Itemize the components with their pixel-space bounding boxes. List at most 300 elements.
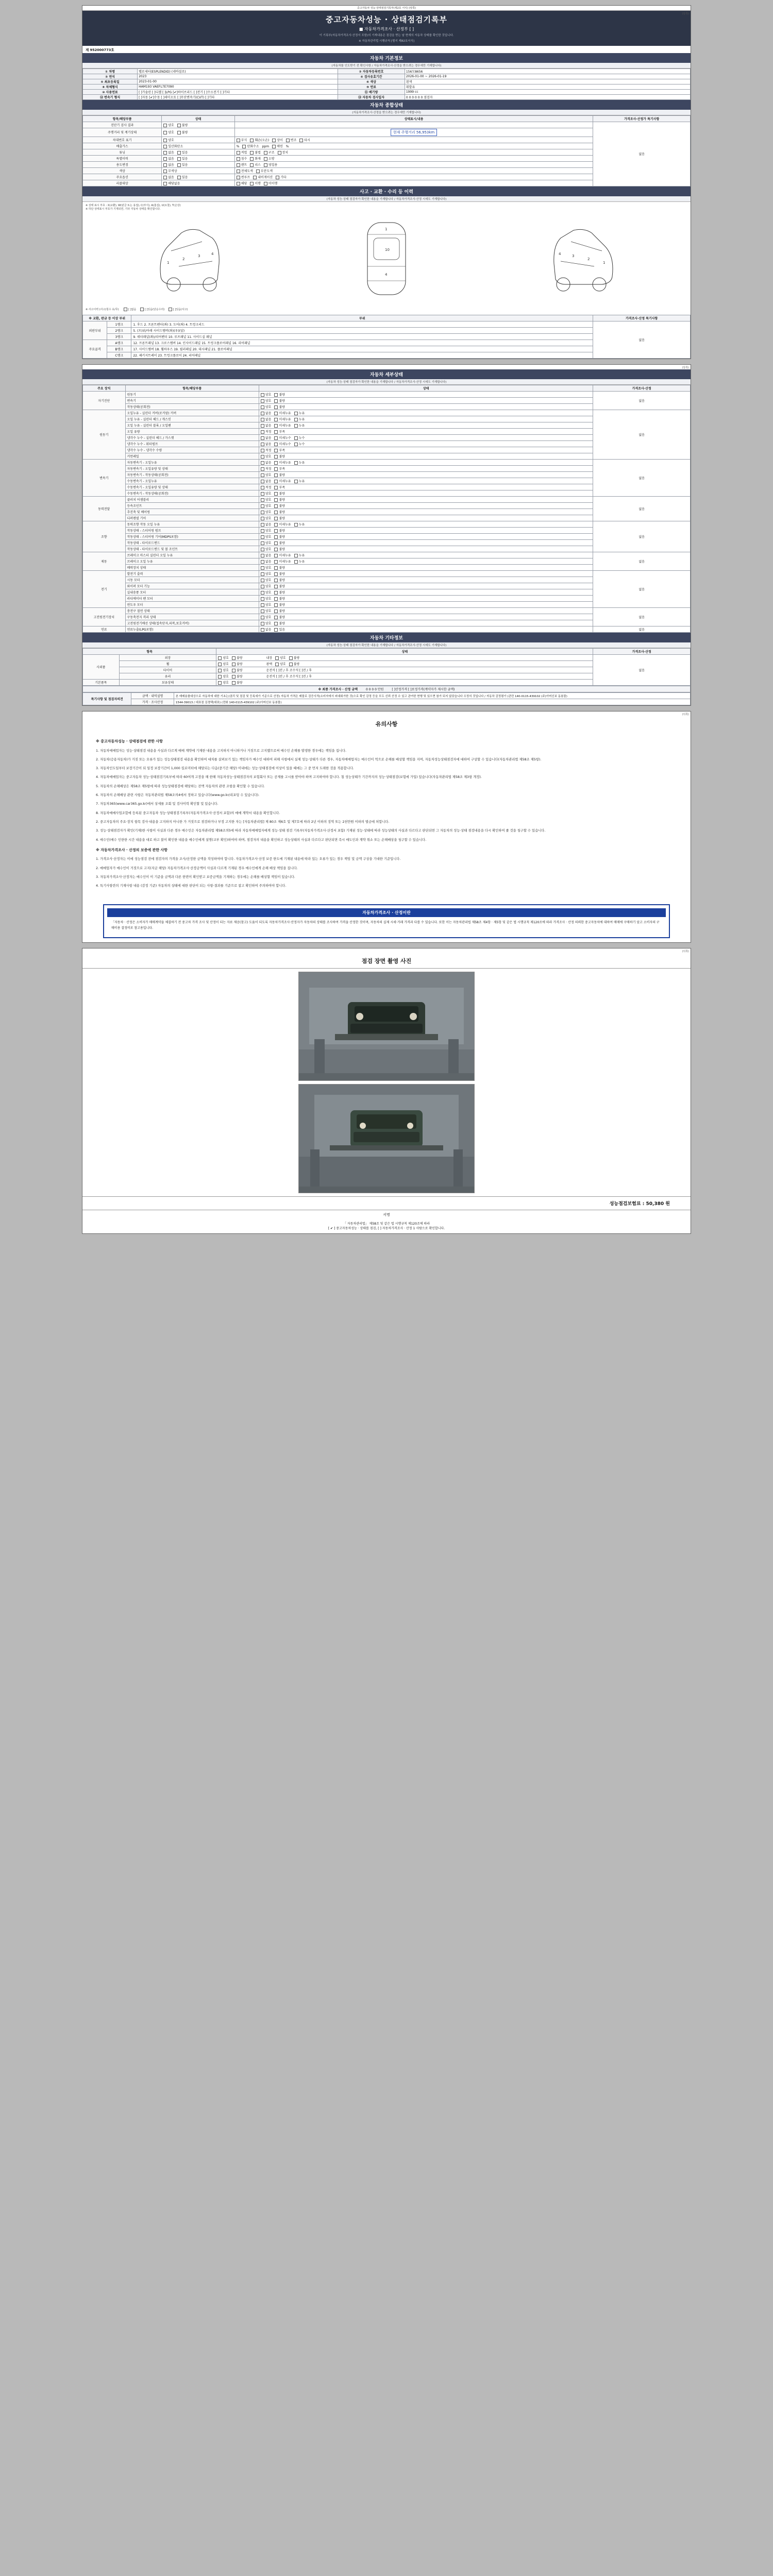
table-row — [83, 693, 691, 699]
checkbox-icon[interactable] — [274, 467, 278, 471]
notice-body — [82, 729, 691, 897]
price-summary-amount: 0 0 0 0 만원 — [365, 688, 384, 691]
car-top-view-icon — [348, 215, 425, 302]
detail-state-label: 누유 — [298, 424, 305, 428]
checkbox-icon[interactable] — [261, 412, 264, 415]
detail-state-option[interactable] — [261, 404, 272, 409]
rank1-label: 1랭크 — [107, 321, 131, 328]
detail-state-option[interactable] — [261, 460, 272, 465]
cell-state: 해당없음 — [162, 180, 234, 186]
checkbox-icon[interactable] — [294, 443, 298, 446]
cell-value: 156모8656 — [405, 69, 690, 74]
cell-item: 주행거리 및 계기상태 — [83, 128, 162, 137]
checkbox-icon[interactable] — [274, 622, 278, 625]
detail-state-option[interactable] — [274, 472, 285, 477]
detail-state-label: 양호 — [265, 455, 272, 459]
table-row — [83, 521, 691, 528]
cell-detail: 해당 이행 미이행 — [234, 180, 593, 186]
checkbox-icon[interactable] — [261, 517, 264, 520]
checkbox-icon[interactable] — [274, 616, 278, 619]
checkbox-icon[interactable] — [261, 393, 264, 397]
checkbox-icon[interactable] — [261, 591, 264, 595]
cell-detail: % 탄화수소 ppm 매연 % — [234, 143, 593, 149]
checkbox-icon[interactable] — [274, 473, 278, 477]
checkbox-icon[interactable] — [294, 424, 298, 428]
detail-part: 변속기 — [125, 398, 259, 404]
checkbox-icon[interactable] — [274, 597, 278, 601]
checkbox-icon[interactable] — [261, 541, 264, 545]
checkbox-icon[interactable] — [261, 597, 264, 601]
detail-state-option[interactable] — [274, 411, 291, 415]
checkbox-icon[interactable] — [261, 529, 264, 533]
detail-state-label: 불량 — [279, 393, 285, 397]
table-row — [83, 410, 691, 416]
checkbox-icon[interactable] — [274, 418, 278, 421]
detail-part: 냉각수 누수 - 워터펌프 — [125, 441, 259, 447]
checkbox-icon[interactable] — [274, 548, 278, 551]
checkbox-icon[interactable] — [261, 585, 264, 588]
detail-state — [259, 453, 593, 460]
checkbox-icon[interactable] — [261, 523, 264, 527]
detail-state-option[interactable] — [274, 435, 291, 440]
detail-state-option[interactable] — [274, 584, 285, 588]
accident-legend-title — [86, 308, 687, 312]
detail-group-label: 자기진단 — [83, 392, 126, 410]
checkbox-icon[interactable] — [274, 461, 278, 465]
document-desc-1: 이 기록부(자동차가격조사·산정서 포함)의 기재내용은 점검을 받는 날 현재의 자동차 상태를 확인한 것입니다. — [319, 34, 454, 37]
checkbox-icon[interactable] — [261, 603, 264, 607]
parts-title: ※ 교환, 판금 등 이상 부위 — [83, 315, 131, 321]
detail-state — [259, 422, 593, 429]
checkbox-icon[interactable] — [261, 405, 264, 409]
checkbox-icon[interactable] — [261, 554, 264, 557]
sheet-photos — [82, 948, 691, 1234]
detail-state-option[interactable] — [274, 417, 291, 421]
detail-state-option[interactable] — [274, 485, 285, 489]
detail-state-label: 누유 — [298, 480, 305, 483]
detail-state-option[interactable] — [261, 435, 272, 440]
table-header-row — [83, 385, 691, 392]
detail-part: 자동변속기 - 오일유량 및 상태 — [125, 466, 259, 472]
col-etc-price: 가격조사·산정 — [593, 649, 691, 655]
detail-state-label: 양호 — [265, 535, 272, 539]
col-price: 가격조사·산정 — [593, 385, 691, 392]
checkbox-icon[interactable] — [274, 412, 278, 415]
checkbox-icon[interactable] — [261, 548, 264, 551]
detail-state-option[interactable] — [274, 460, 291, 465]
checkbox-icon[interactable] — [274, 436, 278, 440]
legend-title-text: ※ 사고이력 (사고/침수 유/무) — [86, 308, 119, 311]
detail-state-option[interactable] — [274, 534, 285, 539]
checkbox-icon[interactable] — [294, 436, 298, 440]
checkbox-icon[interactable] — [274, 523, 278, 527]
parts-col-detail: 부위 — [131, 315, 593, 321]
detail-state-option[interactable] — [274, 627, 285, 632]
checkbox-icon[interactable] — [274, 486, 278, 489]
detail-state-option[interactable] — [274, 479, 291, 483]
frameB-items: 17. 사이드멤버 18. 휠하우스 19. 필러패널 20. 대시패널 21. 플로어패널 — [131, 346, 593, 352]
detail-state-option[interactable] — [274, 423, 291, 428]
mileage-value: 현재 주행거리 56,953km — [391, 129, 437, 136]
detail-state-option[interactable] — [261, 602, 272, 607]
cell-price: 없음 — [593, 122, 691, 186]
detail-state-option[interactable] — [274, 571, 285, 576]
detail-state-label: 적정 — [265, 430, 272, 434]
checkbox-icon[interactable] — [274, 554, 278, 557]
notice-item: 1. 가격조사·산정자는 이에 성능점검 전에 점검자의 가격을 조사/산정한 금액을 작성하여야 합니다. 자동차가격조사·산정 보증 한도에 기재된 내용에 따라 있는 오류가 있는 경우 책임 및 금액 구상을 기대한 기준입니다. — [96, 857, 401, 861]
detail-state-option[interactable] — [261, 516, 272, 520]
detail-state-option[interactable] — [294, 479, 305, 483]
detail-state-option[interactable] — [261, 392, 272, 397]
detail-state-option[interactable] — [261, 559, 272, 564]
checkbox-icon[interactable] — [274, 591, 278, 595]
detail-state-option[interactable] — [274, 392, 285, 397]
checkbox-icon[interactable] — [294, 523, 298, 527]
checkbox-icon[interactable] — [274, 393, 278, 397]
detail-state-option[interactable] — [274, 503, 285, 508]
svg-text:1: 1 — [384, 227, 388, 231]
checkbox-icon[interactable] — [261, 443, 264, 446]
detail-state-option[interactable] — [261, 485, 272, 489]
overall-table — [82, 115, 691, 187]
checkbox-icon[interactable] — [261, 449, 264, 452]
frameB-label: B랭크 — [107, 346, 131, 352]
detail-state-option[interactable] — [294, 411, 305, 415]
detail-state-option[interactable] — [261, 528, 272, 533]
detail-state-option[interactable] — [274, 547, 285, 551]
detail-state-option[interactable] — [274, 621, 285, 625]
detail-state-option[interactable] — [261, 497, 272, 502]
detail-state-option[interactable] — [274, 448, 285, 452]
price-summary-table — [82, 686, 691, 692]
cell-label: ③ 연식 — [83, 74, 138, 79]
detail-state-option[interactable] — [274, 540, 285, 545]
table-row — [83, 626, 691, 633]
etc-state: 양호 불량 내장 양호 불량 — [216, 655, 593, 661]
checkbox-icon[interactable] — [274, 480, 278, 483]
checkbox-icon[interactable] — [294, 560, 298, 564]
detail-state-option[interactable] — [274, 565, 285, 570]
etc-part2: 광택 — [266, 663, 273, 666]
detail-price: 없음 — [593, 392, 691, 410]
detail-state-option[interactable] — [261, 454, 272, 459]
detail-state-option[interactable] — [274, 615, 285, 619]
corner-tag-detail: (앞쪽) — [682, 366, 689, 369]
detail-state-option[interactable] — [274, 466, 285, 471]
detail-state-label: 미세누유 — [279, 554, 291, 557]
detail-state-option[interactable] — [294, 435, 305, 440]
detail-state-option[interactable] — [261, 503, 272, 508]
cell-state: 양호 불량 — [162, 122, 234, 128]
svg-text:10: 10 — [384, 247, 390, 252]
detail-state-option[interactable] — [274, 398, 285, 403]
checkbox-icon[interactable] — [274, 455, 278, 459]
detail-state-option[interactable] — [274, 510, 285, 514]
detail-state-option[interactable] — [261, 584, 272, 588]
detail-state-label: 양호 — [265, 399, 272, 403]
detail-state-label: 양호 — [265, 529, 272, 533]
detail-state-option[interactable] — [261, 565, 272, 570]
checkbox-icon[interactable] — [294, 412, 298, 415]
checkbox-icon[interactable] — [261, 560, 264, 564]
detail-state-label: 양호 — [265, 572, 272, 576]
checkbox-icon[interactable] — [274, 511, 278, 514]
detail-state-label: 없음 — [265, 560, 272, 564]
detail-state-option[interactable] — [261, 621, 272, 625]
detail-state-option[interactable] — [274, 608, 285, 613]
detail-part: 윈도우 모터 — [125, 602, 259, 608]
detail-state-option[interactable] — [261, 615, 272, 619]
corner-tag-notice: (뒤쪽) — [682, 713, 689, 716]
cell-label: ⑪ 배기량 — [338, 89, 405, 94]
detail-group-label: 변속기 — [83, 460, 126, 497]
detail-state-option[interactable] — [274, 559, 291, 564]
checkbox-icon[interactable] — [274, 541, 278, 545]
detail-state-label: 부족 — [279, 486, 285, 489]
checkbox-icon[interactable] — [274, 504, 278, 508]
checkbox-icon[interactable] — [261, 461, 264, 465]
detail-state-label: 불량 — [279, 591, 285, 595]
detail-state-option[interactable] — [261, 590, 272, 595]
detail-state-option[interactable] — [274, 442, 291, 446]
frame-label: 주요골격 — [83, 340, 107, 359]
etc-group-label-2: 기본품목 — [83, 680, 120, 686]
checkbox-icon[interactable] — [274, 529, 278, 533]
col-state-left: 상태 — [162, 115, 234, 122]
remarks-row2-value: 1544-39013 / 대표점 김경택(대표) (전화 140-0115-439102 (주)아머신보 동봉물) — [174, 699, 690, 705]
footer-note — [82, 1219, 691, 1233]
detail-state-option[interactable] — [274, 528, 285, 533]
checkbox-icon[interactable] — [274, 579, 278, 582]
legend-item-accident — [169, 308, 188, 312]
checkbox-icon[interactable] — [274, 449, 278, 452]
price-summary-row — [83, 686, 691, 692]
cell-label: ① 차명 — [83, 69, 138, 74]
checkbox-icon[interactable] — [261, 424, 264, 428]
cell-label: ⑨ 연료 — [338, 84, 405, 89]
table-row — [83, 79, 691, 84]
detail-state-option[interactable] — [274, 454, 285, 459]
notice-item: 8. 자동차매매사업조합에 등록된 중고자동차 성능·상태점검기록부(자동차가격조사·산정서 포함)의 매매 계약서 내용을 확인합니다. — [96, 811, 280, 815]
checkbox-icon[interactable] — [294, 418, 298, 421]
detail-state-option[interactable] — [274, 516, 285, 520]
section-overall-subtitle: (자동차가격조사·산정을 받으려는 경우에만 기재합니다) — [82, 110, 691, 115]
detail-state-option[interactable] — [261, 417, 272, 421]
detail-part: 시동 모터 — [125, 577, 259, 583]
detail-part: 발전기 출력 — [125, 571, 259, 577]
notice-item: 3. 자동차인도일부터 보장기간이 되 일정 보장기간이 1,000 킬로미터에 해당되는 다음(중기간 해당) 이내에는 성능·상태점검에 이상이 있을 때에는 그 중 먼저 도래한 것을 적용합니다. — [96, 767, 354, 771]
detail-state-option[interactable] — [261, 627, 272, 632]
cell-value: HAM193 VAEFL7E7090 — [138, 84, 338, 89]
detail-state-option[interactable] — [294, 559, 305, 564]
checkbox-icon[interactable] — [261, 467, 264, 471]
detail-state-label: 미세누유 — [279, 418, 291, 421]
checkbox-icon[interactable] — [261, 436, 264, 440]
detail-state-label: 불량 — [279, 455, 285, 459]
checkbox-icon[interactable] — [274, 399, 278, 403]
col-item: 항목/해당부품 — [83, 115, 162, 122]
notice-item: 3. 자동차가격조사·산정자는 매수인이 이 기준을 금액과 다른 한번이 확인받고 보증금액을 기재하는 경우에는 손해를 배상할 책임이 있습니다. — [96, 875, 295, 879]
checkbox-icon[interactable] — [274, 492, 278, 496]
detail-state-label: 부족 — [279, 430, 285, 434]
cell-detail: 전체도색 부분도색 — [234, 167, 593, 174]
checkbox-icon[interactable] — [261, 622, 264, 625]
detail-state-option[interactable] — [274, 491, 285, 496]
detail-state-option[interactable] — [274, 553, 291, 557]
checkbox-icon[interactable] — [274, 603, 278, 607]
price-summary-title: ※ 최종 가격조사 · 산정 금액 — [318, 688, 358, 691]
section-overall-title: 자동차 종합상태 — [82, 100, 691, 110]
checkbox-icon[interactable] — [274, 566, 278, 570]
checkbox-icon[interactable] — [261, 399, 264, 403]
table-row — [83, 608, 691, 614]
notice-item: 5. 자동차의 손해배상은 제58조 제5항에 따라 성능상태점검에 해당하는 전액 자동차의 관련 조항을 확인할 수 있습니다. — [96, 784, 265, 788]
checkbox-icon[interactable] — [274, 517, 278, 520]
checkbox-icon[interactable] — [274, 498, 278, 502]
checkbox-icon[interactable] — [261, 498, 264, 502]
checkbox-icon[interactable] — [274, 572, 278, 576]
checkbox-icon[interactable] — [294, 554, 298, 557]
checkbox-icon[interactable] — [261, 430, 264, 434]
detail-state-option[interactable] — [274, 404, 285, 409]
detail-state-option[interactable] — [274, 602, 285, 607]
detail-state-option[interactable] — [274, 596, 285, 601]
detail-price: 없음 — [593, 571, 691, 608]
col-etc-item: 항목 — [83, 649, 216, 655]
cell-item: 색상 — [83, 167, 162, 174]
detail-state-option[interactable] — [261, 553, 272, 557]
detail-state-option[interactable] — [261, 491, 272, 496]
detail-state-option[interactable] — [261, 442, 272, 446]
detail-state-option[interactable] — [261, 540, 272, 545]
detail-part: 디퍼렌셜 기어 — [125, 515, 259, 521]
detail-state-option[interactable] — [261, 423, 272, 428]
checkbox-icon[interactable] — [261, 609, 264, 613]
detail-state-option[interactable] — [261, 411, 272, 415]
checkbox-icon[interactable] — [261, 616, 264, 619]
fee-row — [82, 1196, 691, 1210]
etc-table — [82, 648, 691, 686]
cell-value: 휘발유 — [405, 84, 690, 89]
checkbox-icon[interactable] — [274, 443, 278, 446]
detail-part: 수동변속기 - 오일유량 및 상태 — [125, 484, 259, 490]
cell-label: ⑩ 사용연료 — [83, 89, 138, 94]
checkbox-icon[interactable] — [274, 430, 278, 434]
detail-state-option[interactable] — [294, 442, 305, 446]
fee-value: 50,380 원 — [646, 1201, 670, 1207]
detail-state-option[interactable] — [261, 429, 272, 434]
detail-state-option[interactable] — [274, 429, 285, 434]
detail-state-option[interactable] — [261, 571, 272, 576]
etc-state: 양호 불량 — [216, 680, 593, 686]
checkbox-icon[interactable] — [274, 609, 278, 613]
checkbox-icon[interactable] — [261, 535, 264, 539]
checkbox-icon[interactable] — [294, 480, 298, 483]
checkbox-icon[interactable] — [274, 560, 278, 564]
checkbox-icon[interactable] — [261, 572, 264, 576]
detail-state-label: 양호 — [265, 473, 272, 477]
detail-state-option[interactable] — [274, 590, 285, 595]
checkbox-icon[interactable] — [261, 480, 264, 483]
detail-state-option[interactable] — [274, 522, 291, 527]
detail-state-option[interactable] — [261, 479, 272, 483]
checkbox-icon[interactable] — [274, 405, 278, 409]
rank1-items: 1. 후드 2. 프론트펜더(좌) 3. 도어(좌) 4. 트렁크리드 — [131, 321, 593, 328]
detail-price: 없음 — [593, 608, 691, 626]
corner-tag-front: (앞쪽) — [682, 12, 689, 15]
detail-state-label: 누수 — [298, 443, 305, 446]
detail-state — [259, 416, 593, 422]
detail-state-option[interactable] — [261, 578, 272, 582]
detail-state-option[interactable] — [261, 534, 272, 539]
detail-state-option[interactable] — [261, 510, 272, 514]
detail-state-option[interactable] — [261, 608, 272, 613]
detail-state-label: 양호 — [265, 609, 272, 613]
cell-label: ⑥ 색상 — [338, 79, 405, 84]
detail-state-option[interactable] — [294, 460, 305, 465]
detail-part: 자동변속기 - 오일누유 — [125, 460, 259, 466]
cell-value: 0 0 0 0 0 0 점검자 — [405, 94, 690, 99]
cell-detail: 부식 훼손(오손) 상이 변조 타시 — [234, 137, 593, 143]
document-page — [0, 5, 773, 1249]
checkbox-icon[interactable] — [261, 486, 264, 489]
detail-state-option[interactable] — [261, 596, 272, 601]
detail-state-option[interactable] — [274, 497, 285, 502]
table-row — [83, 122, 691, 128]
etc-part: 유리 — [119, 673, 216, 680]
frameA-label: A랭크 — [107, 340, 131, 346]
detail-state-option[interactable] — [294, 417, 305, 421]
detail-state-option[interactable] — [261, 466, 272, 471]
etc-part2: 운전석 [ ]전 / 후 조수석 [ ]전 / 후 — [266, 675, 312, 679]
checkbox-icon[interactable] — [261, 566, 264, 570]
detail-state-option[interactable] — [261, 472, 272, 477]
checkbox-icon[interactable] — [261, 511, 264, 514]
checkbox-icon[interactable] — [294, 461, 298, 465]
checkbox-icon[interactable] — [261, 473, 264, 477]
checkbox-icon[interactable] — [261, 418, 264, 421]
detail-state-option[interactable] — [261, 398, 272, 403]
detail-state-label: 누수 — [298, 436, 305, 440]
checkbox-icon[interactable] — [274, 628, 278, 632]
detail-state-option[interactable] — [274, 578, 285, 582]
detail-part: 구동축전지 격리 상태 — [125, 614, 259, 620]
checkbox-icon[interactable] — [261, 504, 264, 508]
cell-label: ⑬ 자동차 검사일자 — [338, 94, 405, 99]
detail-part: 커먼레일 — [125, 453, 259, 460]
checkbox-icon[interactable] — [261, 579, 264, 582]
legend-item-simple — [140, 308, 164, 312]
table-header-row — [83, 649, 691, 655]
detail-state-option[interactable] — [294, 423, 305, 428]
checkbox-icon[interactable] — [274, 424, 278, 428]
checkbox-icon[interactable] — [274, 535, 278, 539]
detail-state-option[interactable] — [294, 553, 305, 557]
detail-state-option[interactable] — [261, 522, 272, 527]
detail-state-option[interactable] — [294, 522, 305, 527]
detail-state-option[interactable] — [261, 547, 272, 551]
detail-state-label: 양호 — [265, 603, 272, 607]
checkbox-icon[interactable] — [261, 628, 264, 632]
detail-state — [259, 596, 593, 602]
checkbox-icon[interactable] — [261, 492, 264, 496]
detail-state-option[interactable] — [261, 448, 272, 452]
checkbox-icon[interactable] — [261, 455, 264, 459]
detail-part: 라디에이터 팬 모터 — [125, 596, 259, 602]
etc-part: 휠 — [119, 661, 216, 667]
document-number-row — [82, 46, 691, 53]
checkbox-icon[interactable] — [274, 585, 278, 588]
